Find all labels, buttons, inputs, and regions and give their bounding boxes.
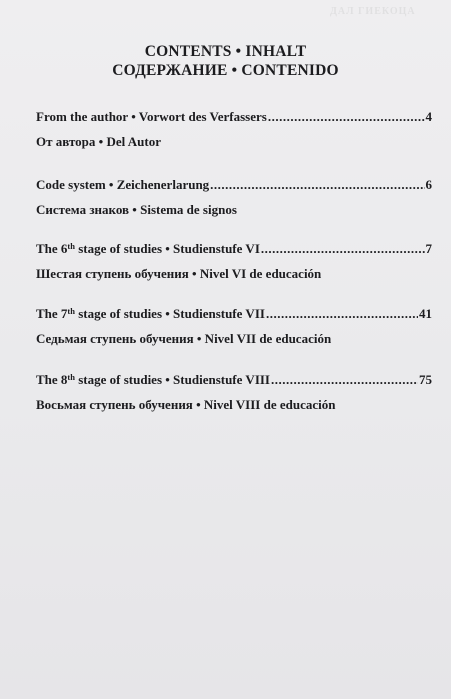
toc-entry-title [36,371,270,388]
toc-entry-title: From the author • Vorwort des Verfassers [36,109,267,124]
toc-page-number: 7 [425,241,432,256]
toc-entry-title-line [36,240,432,257]
dot-leader [266,305,418,322]
dot-leader [210,176,424,193]
toc-entry-title-end: stage of studies • Studienstufe VII [74,306,265,321]
toc-entry-title-end: stage of studies • Studienstufe VI [74,241,260,256]
ordinal-suffix: th [67,306,75,316]
toc-entry-title-start: The 7 [36,306,68,321]
toc-entry-subtitle: Шестая ступень обучения • Nivel VI de educación [36,266,322,281]
ordinal-suffix: th [67,372,75,382]
toc-entry-code-system[interactable] [36,176,432,218]
toc-entry-title [36,305,265,322]
toc-entry-title-line [36,108,432,125]
toc-entry-subtitle: От автора • Del Autor [36,134,161,149]
dot-leader [268,108,425,125]
dot-leader [271,371,418,388]
contents-heading: CONTENTS • INHALT [144,43,307,60]
toc-entry-stage-7[interactable] [36,305,432,347]
toc-page-number: 4 [425,109,432,124]
toc-entry-stage-8[interactable] [36,371,432,413]
toc-entry-title-end: stage of studies • Studienstufe VIII [74,372,270,387]
toc-entry-subtitle: Восьмая ступень обучения • Nivel VIII de educación [36,397,336,412]
toc-page-number: 75 [419,372,432,387]
toc-entry-title: Code system • Zeichenerlarung [36,177,210,192]
dot-leader [261,240,425,257]
toc-entry-title-line [36,176,432,193]
toc-entry-stage-6[interactable] [36,240,432,282]
toc-entry-subtitle: Система знаков • Sistema de signos [36,202,237,217]
toc-entry-from-the-author[interactable] [36,108,432,150]
toc-entry-subtitle: Седьмая ступень обучения • Nivel VII de educación [36,331,332,346]
ordinal-suffix: th [67,241,75,251]
toc-entry-title-line [36,305,432,322]
toc-entry-title-start: The 8 [36,372,68,387]
toc-page-number: 41 [419,306,432,321]
toc-entry-title-line [36,371,432,388]
contents-heading-cyrillic: СОДЕРЖАНИЕ • CONTENIDO [112,62,339,79]
toc-page-number: 6 [425,177,432,192]
toc-entry-title [36,240,260,257]
bleed-through-text: ДАЛ ГИЕКОЦА [330,6,416,17]
toc-entry-title-start: The 6 [36,241,68,256]
